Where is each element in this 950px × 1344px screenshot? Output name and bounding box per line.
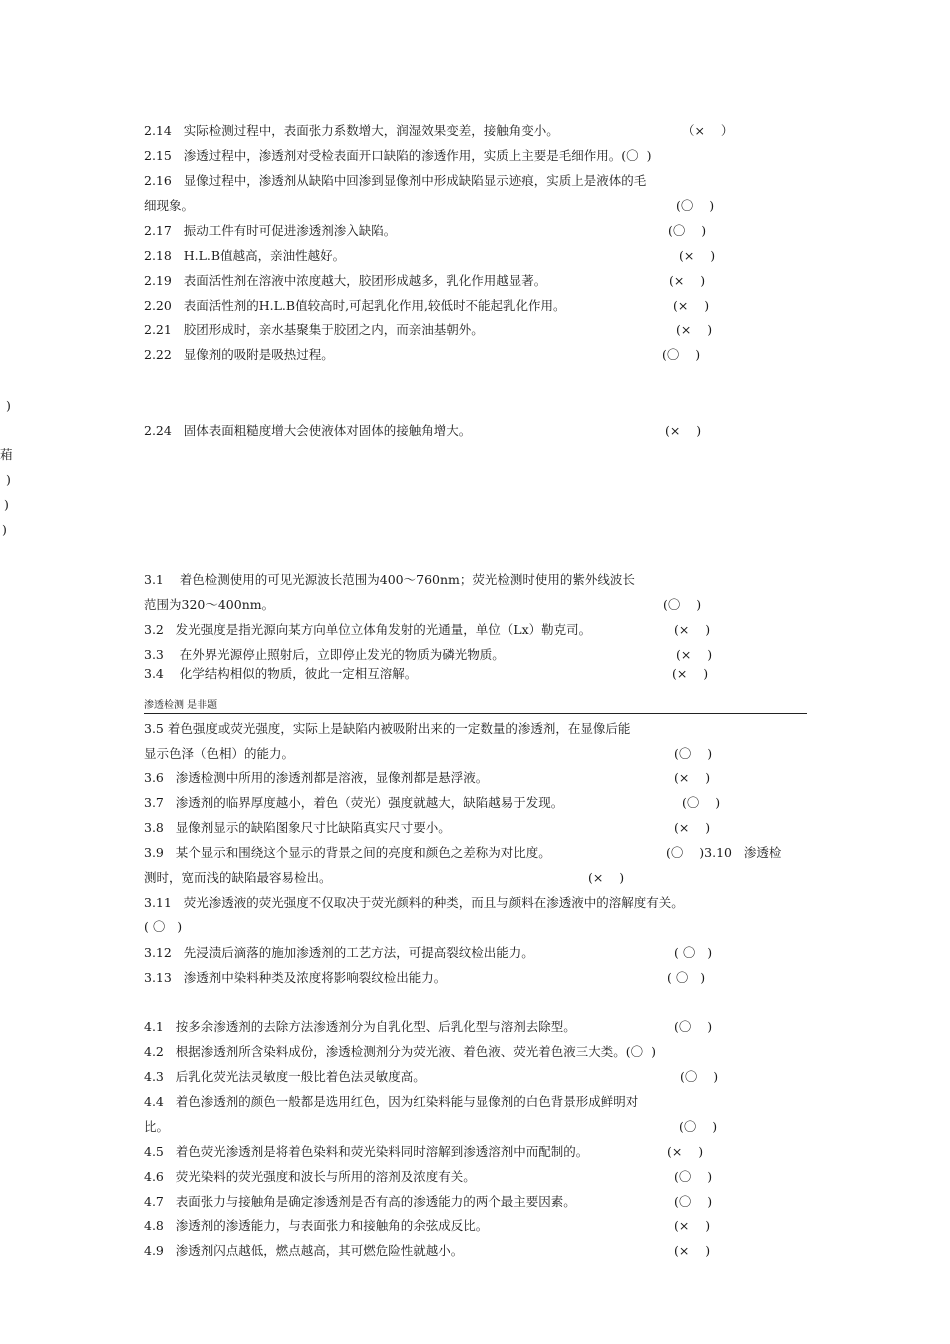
answer-4-4: (〇 ) (679, 1119, 718, 1134)
answer-3-8: (× ) (674, 820, 711, 835)
answer-2-19: (× ) (669, 273, 706, 288)
question-2-19: 2.19 表面活性剂在溶液中浓度越大，胶团形成越多，乳化作用越显著。 (144, 273, 547, 288)
answer-4-3: (〇 ) (680, 1069, 719, 1084)
answer-3-2: (× ) (674, 622, 711, 637)
question-3-9: 3.9 某个显示和围绕这个显示的背景之间的亮度和颜色之差称为对比度。 (144, 845, 551, 860)
question-3-13: 3.13 渗透剂中染料种类及浓度将影响裂纹检出能力。 (144, 970, 447, 985)
question-4-3: 4.3 后乳化荧光法灵敏度一般比着色法灵敏度高。 (144, 1069, 426, 1084)
question-2-18: 2.18 H.L.B值越高，亲油性越好。 (144, 248, 346, 263)
page-header: 渗透检测 是非题 (144, 700, 218, 711)
margin-fragment: ) (2, 522, 7, 537)
question-2-16-cont: 细现象。 (144, 198, 195, 213)
answer-4-9: (× ) (674, 1243, 711, 1258)
header-rule (144, 713, 807, 714)
question-3-8: 3.8 显像剂显示的缺陷图象尺寸比缺陷真实尺寸要小。 (144, 820, 451, 835)
question-4-1: 4.1 按多余渗透剂的去除方法渗透剂分为自乳化型、后乳化型与溶剂去除型。 (144, 1019, 576, 1034)
margin-fragment: ) (4, 497, 9, 512)
answer-2-22: (〇 ) (662, 347, 701, 362)
question-3-1-cont: 范围为320～400nm。 (144, 597, 275, 612)
answer-2-20: (× ) (673, 298, 710, 313)
answer-4-7: (〇 ) (674, 1194, 713, 1209)
question-2-14: 2.14 实际检测过程中，表面张力系数增大，润湿效果变差，接触角变小。 (144, 123, 559, 138)
question-3-4: 3.4 化学结构相似的物质，彼此一定相互溶解。 (144, 666, 418, 681)
answer-3-13: ( 〇 ) (667, 970, 706, 985)
question-4-5: 4.5 着色荧光渗透剂是将着色染料和荧光染料同时溶解到渗透溶剂中而配制的。 (144, 1144, 589, 1159)
margin-fragment: ) (6, 472, 11, 487)
answer-4-5: (× ) (667, 1144, 704, 1159)
question-3-11: 3.11 荧光渗透液的荧光强度不仅取决于荧光颜料的种类，而且与颜料在渗透液中的溶解度有关。 (144, 895, 684, 910)
question-3-2: 3.2 发光强度是指光源向某方向单位立体角发射的光通量，单位（Lx）勒克司。 (144, 622, 592, 637)
answer-2-21: (× ) (676, 322, 713, 337)
question-3-12: 3.12 先浸渍后滴落的施加渗透剂的工艺方法，可提高裂纹检出能力。 (144, 945, 534, 960)
margin-fragment: 葙 (0, 447, 13, 462)
answer-2-16: (〇 ) (676, 198, 715, 213)
question-2-21: 2.21 胶团形成时，亲水基聚集于胶团之内，而亲油基朝外。 (144, 322, 484, 337)
question-2-24: 2.24 固体表面粗糙度增大会使液体对固体的接触角增大。 (144, 423, 472, 438)
question-2-22: 2.22 显像剂的吸附是吸热过程。 (144, 347, 334, 362)
answer-3-10: (× ) (588, 870, 625, 885)
question-3-5: 3.5 着色强度或荧光强度，实际上是缺陷内被吸附出来的一定数量的渗透剂，在显像后能 (144, 721, 631, 736)
question-4-6: 4.6 荧光染料的荧光强度和波长与所用的溶剂及浓度有关。 (144, 1169, 476, 1184)
answer-3-12: ( 〇 ) (674, 945, 713, 960)
question-4-7: 4.7 表面张力与接触角是确定渗透剂是否有高的渗透能力的两个最主要因素。 (144, 1194, 576, 1209)
answer-3-9: (〇 )3.10 渗透检 (666, 845, 782, 860)
margin-fragment: ) (6, 398, 11, 413)
answer-2-14: （× ） (682, 123, 734, 138)
answer-3-6: (× ) (674, 770, 711, 785)
question-3-3: 3.3 在外界光源停止照射后，立即停止发光的物质为磷光物质。 (144, 647, 505, 662)
question-2-15: 2.15 渗透过程中，渗透剂对受检表面开口缺陷的渗透作用，实质上主要是毛细作用。(〇 ) (144, 148, 652, 163)
answer-4-8: (× ) (674, 1218, 711, 1233)
answer-2-18: (× ) (679, 248, 716, 263)
question-3-6: 3.6 渗透检测中所用的渗透剂都是溶液，显像剂都是悬浮液。 (144, 770, 489, 785)
answer-4-6: (〇 ) (674, 1169, 713, 1184)
question-4-2: 4.2 根据渗透剂所含染料成份，渗透检测剂分为荧光液、着色液、荧光着色液三大类。(〇 ) (144, 1044, 657, 1059)
answer-2-17: (〇 ) (668, 223, 707, 238)
answer-3-5: (〇 ) (674, 746, 713, 761)
question-4-4: 4.4 着色渗透剂的颜色一般都是选用红色，因为红染料能与显像剂的白色背景形成鲜明对 (144, 1094, 639, 1109)
question-3-5-cont: 显示色泽（色相）的能力。 (144, 746, 295, 761)
question-3-7: 3.7 渗透剂的临界厚度越小，着色（荧光）强度就越大，缺陷越易于发现。 (144, 795, 564, 810)
question-2-16: 2.16 显像过程中，渗透剂从缺陷中回渗到显像剂中形成缺陷显示迹痕，实质上是液体的毛 (144, 173, 647, 188)
question-2-17: 2.17 振动工件有时可促进渗透剂渗入缺陷。 (144, 223, 397, 238)
answer-3-3: (× ) (676, 647, 713, 662)
question-4-9: 4.9 渗透剂闪点越低，燃点越高，其可燃危险性就越小。 (144, 1243, 464, 1258)
answer-3-4: (× ) (672, 666, 709, 681)
question-4-8: 4.8 渗透剂的渗透能力，与表面张力和接触角的余弦成反比。 (144, 1218, 489, 1233)
answer-3-11: ( 〇 ) (144, 919, 183, 934)
question-4-4-cont: 比。 (144, 1119, 170, 1134)
question-3-10-cont: 测时，宽而浅的缺陷最容易检出。 (144, 870, 332, 885)
question-3-1: 3.1 着色检测使用的可见光源波长范围为400～760nm；荧光检测时使用的紫外线波长 (144, 572, 635, 587)
answer-2-24: (× ) (665, 423, 702, 438)
question-2-20: 2.20 表面活性剂的H.L.B值较高时,可起乳化作用,较低时不能起乳化作用。 (144, 298, 566, 313)
answer-4-1: (〇 ) (674, 1019, 713, 1034)
answer-3-7: (〇 ) (682, 795, 721, 810)
answer-3-1: (〇 ) (663, 597, 702, 612)
